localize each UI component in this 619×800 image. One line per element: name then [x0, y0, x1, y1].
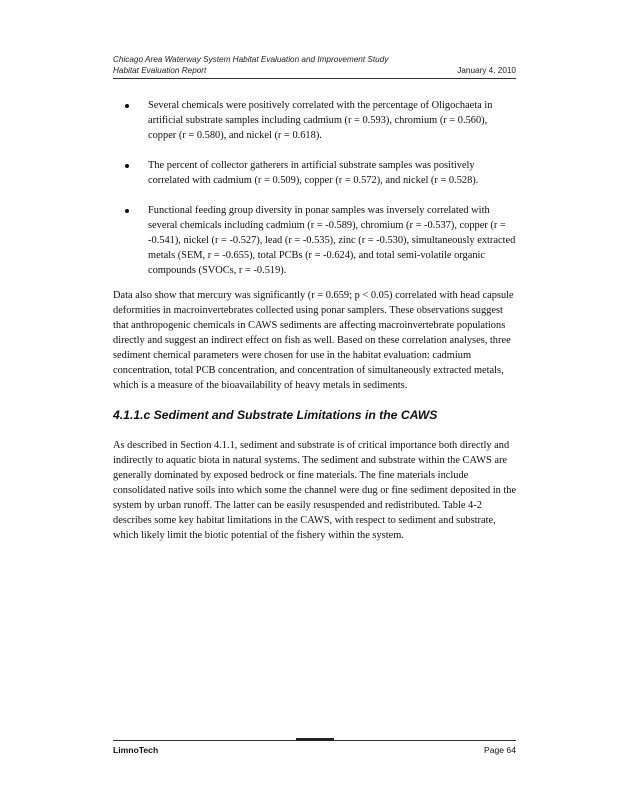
footer-mark	[296, 738, 334, 741]
bullet-item	[113, 203, 518, 278]
bullet-dot-icon	[125, 209, 129, 213]
section-heading: 4.1.1.c Sediment and Substrate Limitations in the CAWS	[113, 408, 438, 422]
bullet-text: Functional feeding group diversity in ponar samples was inversely correlated with several chemicals including cadmium (r = -0.589), chromium (r = -0.537), copper (r = -0.541), nickel (r = -0.527), lead (r = -0.535), zinc (r = -0.530), simultaneously extracted metals (SEM, r = -0.655), total PCBs (r = -0.624), and total semi-volatile organic compounds (SVOCs, r = -0.519).	[148, 205, 516, 276]
header-divider	[113, 78, 516, 79]
header-date: January 4, 2010	[457, 66, 516, 75]
bullet-list	[113, 98, 518, 293]
header-subtitle: Habitat Evaluation Report	[113, 66, 207, 75]
footer-company: LimnoTech	[113, 745, 159, 755]
bullet-text: The percent of collector gatherers in artificial substrate samples was positively correlated with cadmium (r = 0.509), copper (r = 0.572), and nickel (r = 0.528).	[148, 160, 479, 186]
header-title: Chicago Area Waterway System Habitat Evaluation and Improvement Study	[113, 55, 389, 64]
bullet-item	[113, 158, 518, 188]
bullet-dot-icon	[125, 164, 129, 168]
bullet-item	[113, 98, 518, 143]
body-paragraph-sediment: As described in Section 4.1.1, sediment and substrate is of critical importance both directly and indirectly to aquatic biota in natural systems. The sediment and substrate within the CAWS are generally dominated by exposed bedrock or fine materials. The fine materials include consolidated native soils into which some the channel were dug or fine sediment deposited in the system by urban runoff. The latter can be easily resuspended and redistributed. Table 4-2 describes some key habitat limitations in the CAWS, with respect to sediment and substrate, which likely limit the biotic potential of the fishery within the system.	[113, 440, 517, 541]
bullet-dot-icon	[125, 104, 129, 108]
body-paragraph-mercury: Data also show that mercury was significantly (r = 0.659; p < 0.05) correlated with head capsule deformities in macroinvertebrates collected using ponar samplers. These observations suggest that anthropogenic chemicals in CAWS sediments are affecting macroinvertebrate populations directly and suggest an indirect effect on fish as well. Based on these correlation analyses, three sediment chemical parameters were chosen for use in the habitat evaluation: cadmium concentration, total PCB concentration, and concentration of simultaneously extracted metals, which is a measure of the bioavailability of heavy metals in sediments.	[113, 290, 514, 391]
bullet-text: Several chemicals were positively correlated with the percentage of Oligochaeta in artificial substrate samples including cadmium (r = 0.593), chromium (r = 0.560), copper (r = 0.580), and nickel (r = 0.618).	[148, 100, 493, 141]
footer-page-number: Page 64	[483, 745, 516, 755]
